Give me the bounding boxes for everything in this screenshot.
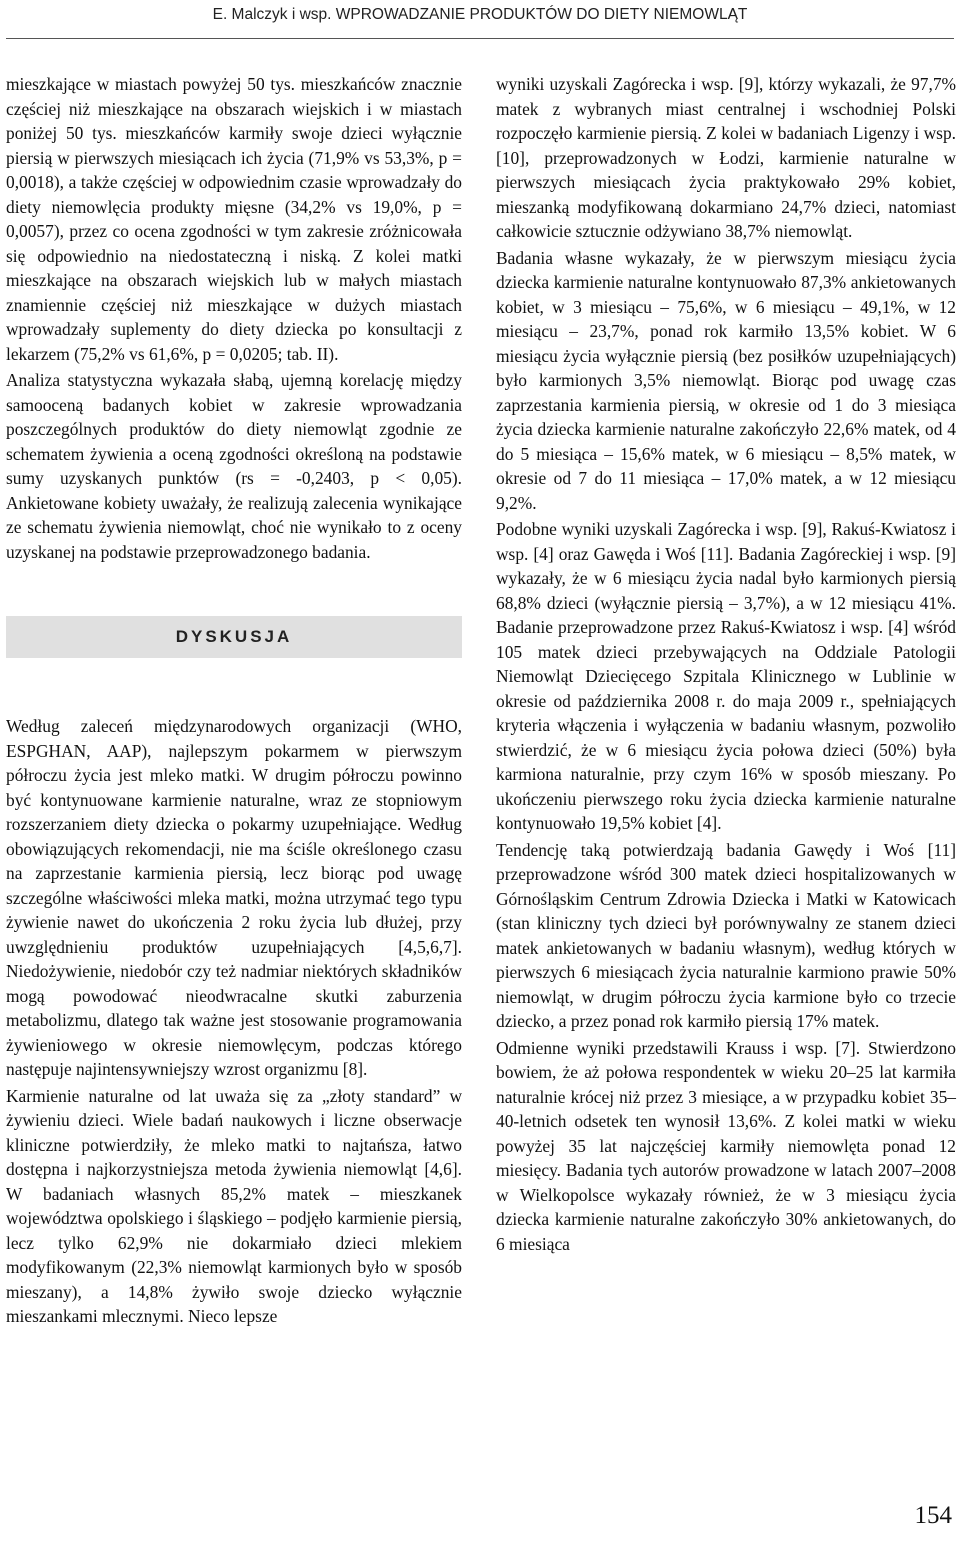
running-header: E. Malczyk i wsp. WPROWADZANIE PRODUKTÓW DO DIETY NIEMOWLĄT: [212, 6, 748, 23]
body-paragraph: Analiza statystyczna wykazała słabą, ujemną korelację między samooceną badanych kobiet w zakresie wprowadzania poszczególnych produktów do diety niemowląt zgodnie ze schematem żywienia a oceną zgodności określoną na podstawie sumy uzyskanych punktów (rs = -0,2403, p < 0,05). Ankietowane kobiety uważały, że realizują zalecenia wynikające ze schematu żywienia niemowląt, choć nie wynikało to z oceny uzyskanej na podstawie przeprowadzonego badania.: [6, 370, 462, 562]
right-column: [496, 72, 956, 1258]
body-paragraph: Odmienne wyniki przedstawili Krauss i wsp. [7]. Stwierdzono bowiem, że aż połowa respondentek w wieku 20–25 lat karmiła naturalnie krócej niż przez 3 miesiące, a w przypadku kobiet 35–40-letnich odsetek ten wynosił 13,6%. Z kolei matki w wieku powyżej 35 lat najczęściej karmiły niemowlęta ponad 12 miesięcy. Badania tych autorów prowadzone w latach 2007–2008 w Wielkopolsce wykazały również, że w 3 miesiącu życia dziecka karmienie naturalne zakończyło 30% ankietowanych, do 6 miesiąca: [496, 1037, 956, 1254]
body-paragraph: mieszkające w miastach powyżej 50 tys. mieszkańców znacznie częściej niż mieszkające na obszarach wiejskich i w miastach poniżej 50 tys. mieszkańców karmiły swoje dzieci wyłącznie piersią w pierwszych miesiącach ich życia (71,9% vs 53,3%, p = 0,0018), a także częściej w odpowiednim czasie wprowadzały do diety niemowlęcia produkty mięsne (34,2% vs 19,0%, p = 0,0057), przez co ocena zgodności w tym zakresie zróżnicowała się odpowiednio na niedostateczną i niską. Z kolei matki mieszkające na obszarach wiejskich lub w małych miastach znamiennie częściej niż mieszkające w dużych miastach wprowadzały suplementy do diety dziecka po konsultacji z lekarzem (75,2% vs 61,6%, p = 0,0205; tab. II).: [6, 74, 462, 364]
body-paragraph: Tendencję taką potwierdzają badania Gawędy i Woś [11] przeprowadzone wśród 300 matek dzieci hospitalizowanych w Górnośląskim Centrum Zdrowia Dziecka i Matki w Katowicach (stan kliniczny tych dzieci był porównywalny ze stanem dzieci matek ankietowanych w badaniu własnym), według których w pierwszych 6 miesiącach życia naturalnie karmiono prawie 50% niemowląt, w drugim półroczu życia karmione było co trzecie dziecko, a przez ponad rok karmiło piersią 17% matek.: [496, 839, 956, 1031]
body-paragraph: Podobne wyniki uzyskali Zagórecka i wsp. [9], Rakuś-Kwiatosz i wsp. [4] oraz Gawęda i Woś [11]. Badania Zagóreckiej i wsp. [9] wykazały, że w 6 miesiącu życia nadal było karmionych piersią 68,8% dzieci (wyłącznie piersią – 3,7%), a w 12 miesiącu 41%. Badanie przeprowadzone przez Rakuś-Kwiatosz i wsp. [4] wśród 105 matek dzieci przebywających na Oddziale Patologii Niemowląt Dziecięcego Szpitala Klinicznego w Lublinie w okresie od października 2008 r. do maja 2009 r., spełniających kryteria włączenia i wyłączenia w badaniu własnym, pozwoliło stwierdzić, że w 6 miesiącu życia połowa dzieci (50%) była karmiona naturalnie, przy czym 16% w sposób mieszany. Po ukończeniu pierwszego roku życia dziecka karmienie naturalne kontynuowało 19,5% kobiet [4].: [496, 519, 956, 833]
header-divider: [6, 38, 954, 39]
section-heading: DYSKUSJA: [175, 626, 293, 646]
body-paragraph: Karmienie naturalne od lat uważa się za „złoty standard” w żywieniu dzieci. Wiele badań naukowych i liczne obserwacje kliniczne potwierdziły, że mleko matki to najtańsza, łatwo dostępna i najkorzystniejsza metoda żywienia niemowląt [4,6]. W badaniach własnych 85,2% matek – mieszkanek województwa opolskiego i śląskiego – podjęło karmienie piersią, lecz tylko 62,9% nie dokarmiało dzieci mlekiem modyfikowanym (22,3% niemowląt karmionych było w sposób mieszany), a 14,8% żywiło swoje dziecko wyłącznie mieszankami mlecznymi. Nieco lepsze: [6, 1085, 462, 1326]
section-heading-band: [6, 616, 462, 658]
left-column: [6, 72, 462, 1331]
body-paragraph: Badania własne wykazały, że w pierwszym miesiącu życia dziecka karmienie naturalne kontynuowało 87,3% ankietowanych kobiet, w 3 miesiącu – 75,6%, w 6 miesiącu – 49,1%, w 12 miesiącu – 23,7%, ponad rok karmiło 13,5% kobiet. W 6 miesiącu życia wyłącznie piersią (bez posiłków uzupełniających) było karmionych 3,5% niemowląt. Biorąc pod uwagę czas zaprzestania karmienia piersią, w okresie od 1 do 3 miesiąca życia dziecka karmienie naturalne zakończyło 22,6% matek, od 4 do 5 miesiąca – 15,6% matek, w 6 miesiącu – 8,5% matek, w okresie od 7 do 11 miesiąca – 17,0% matek, a w 12 miesiącu 9,2%.: [496, 247, 956, 513]
body-paragraph: wyniki uzyskali Zagórecka i wsp. [9], którzy wykazali, że 97,7% matek z wybranych miast centralnej i wschodniej Polski rozpoczęło karmienie piersią. Z kolei w badaniach Ligenzy i wsp. [10], przeprowadzonych w Łodzi, karmienie naturalne w pierwszych miesiącach życia praktykowało 29% kobiet, mieszanką modyfikowaną dokarmiano 24,7% dzieci, natomiast całkowicie sztucznie odżywiano 38,7% niemowląt.: [496, 74, 956, 241]
body-paragraph: Według zaleceń międzynarodowych organizacji (WHO, ESPGHAN, AAP), najlepszym pokarmem w pierwszym półroczu życia jest mleko matki. W drugim półroczu powinno być kontynuowane karmienie naturalne, wraz ze stopniowym rozszerzaniem diety dziecka o pokarmy uzupełniające. Według obowiązujących rekomendacji, nie ma ściśle określonego czasu na zaprzestanie karmienia piersią, lecz biorąc pod uwagę szczególne właściwości mleka matki, można utrzymać tego typu żywienie nawet do ukończenia 2 roku życia lub dłużej, przy uwzględnieniu produktów uzupełniających [4,5,6,7]. Niedożywienie, niedobór czy też nadmiar niektórych składników mogą powodować nieodwracalne skutki zaburzenia metabolizmu, dlatego tak ważne jest stosowanie programowania żywieniowego w okresie niemowlęcym, podczas którego następuje najintensywniejszy wzrost organizmu [8].: [6, 716, 462, 1079]
page-number: 154: [914, 1502, 952, 1529]
